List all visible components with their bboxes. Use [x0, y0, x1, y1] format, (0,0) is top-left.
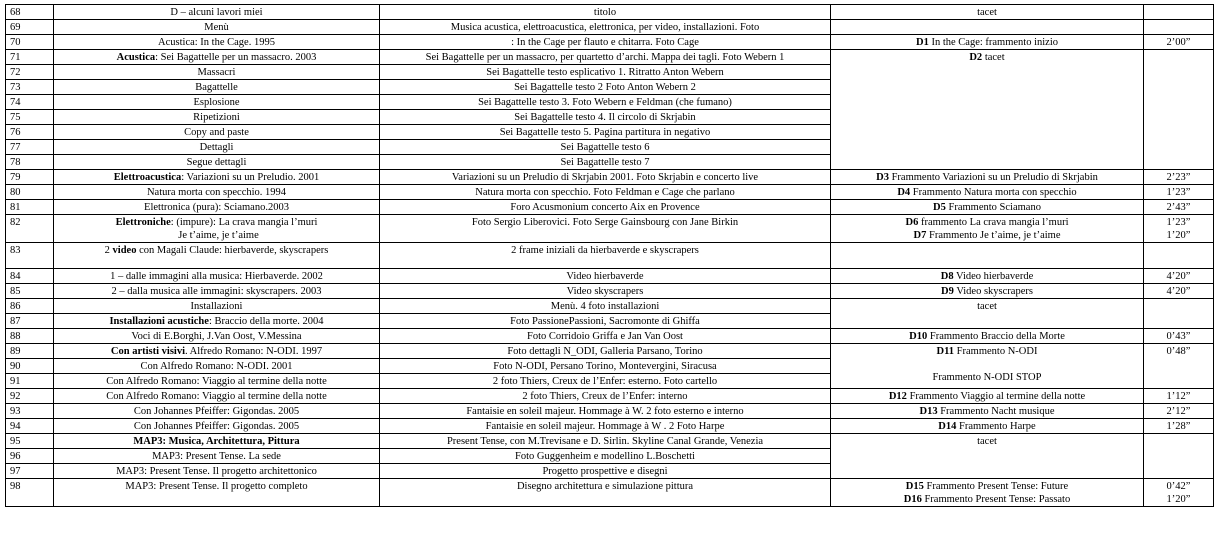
works-table — [5, 4, 1214, 507]
row-number: 88 — [6, 329, 54, 344]
duration-cell — [1144, 344, 1214, 389]
section-label: Elettroacustica — [113, 172, 182, 183]
audio-text: Frammento Braccio della Morte — [929, 331, 1065, 342]
section-text: MAP3: Present Tense. Il progetto completo — [125, 481, 308, 492]
audio-cell — [831, 269, 1144, 284]
title-text: : In the Cage per flauto e chitarra. Foto Cage — [511, 37, 699, 48]
duration-text: 2’12” — [1166, 406, 1191, 417]
section-cell — [54, 215, 380, 243]
row-number: 93 — [6, 404, 54, 419]
title-cell — [380, 243, 831, 269]
title-cell — [380, 434, 831, 449]
title-text: Fantaisie en soleil majeur. Hommage à W . 2 Foto Harpe — [485, 421, 725, 432]
section-text: . Alfredo Romano: N-ODI. 1997 — [185, 346, 323, 357]
row-number: 98 — [6, 479, 54, 507]
title-text: Variazioni su un Preludio di Skrjabin 2001. Foto Skrjabin e concerto live — [451, 172, 759, 183]
section-text: Copy and paste — [184, 127, 249, 138]
section-text: : Variazioni su un Preludio. 2001 — [181, 172, 320, 183]
title-cell — [380, 479, 831, 507]
title-cell — [380, 284, 831, 299]
title-text: Foto PassionePassioni, Sacromonte di Ghiffa — [510, 316, 700, 327]
title-text: 2 foto Thiers, Creux de l’Enfer: esterno. Foto cartello — [492, 376, 718, 387]
section-cell — [54, 35, 380, 50]
audio-text: Frammento Variazioni su un Preludio di Skrjabin — [891, 172, 1098, 183]
audio-cell — [831, 389, 1144, 404]
row-number: 69 — [6, 20, 54, 35]
table-row — [6, 434, 1214, 449]
table-row — [6, 329, 1214, 344]
row-number: 74 — [6, 95, 54, 110]
section-text: Segue dettagli — [186, 157, 247, 168]
table-row — [6, 170, 1214, 185]
title-cell — [380, 20, 831, 35]
section-cell — [54, 464, 380, 479]
audio-code: D14 — [938, 421, 957, 432]
row-number: 94 — [6, 419, 54, 434]
title-cell — [380, 5, 831, 20]
duration-text: 2’00” — [1166, 37, 1191, 48]
audio-cell — [831, 404, 1144, 419]
duration-cell — [1144, 479, 1214, 507]
duration-text: 1’28” — [1166, 421, 1191, 432]
duration-text: 4’20” — [1166, 286, 1191, 297]
section-cell — [54, 314, 380, 329]
duration-cell — [1144, 269, 1214, 284]
row-number: 77 — [6, 140, 54, 155]
audio-line — [834, 480, 1140, 493]
audio-text: Frammento Harpe — [959, 421, 1036, 432]
section-cell — [54, 359, 380, 374]
section-cell — [54, 243, 380, 269]
title-cell — [380, 155, 831, 170]
section-cell — [54, 110, 380, 125]
section-cell — [54, 344, 380, 359]
table-row — [6, 35, 1214, 50]
title-cell — [380, 404, 831, 419]
section-cell — [54, 185, 380, 200]
audio-text: Frammento N-ODI — [956, 346, 1038, 357]
row-number: 81 — [6, 200, 54, 215]
audio-code: D3 — [876, 172, 889, 183]
section-label: video — [112, 245, 137, 256]
audio-text: Frammento Present Tense: Passato — [924, 494, 1071, 505]
audio-code: D15 — [905, 481, 924, 492]
section-text: Con Johannes Pfeiffer: Gigondas. 2005 — [133, 406, 300, 417]
audio-code: D7 — [913, 230, 927, 241]
audio-text: tacet — [977, 436, 997, 447]
section-label: Elettroniche — [115, 217, 171, 228]
row-number: 87 — [6, 314, 54, 329]
section-text: MAP3: Present Tense. La sede — [152, 451, 281, 462]
title-text: Sei Bagattelle testo 6 — [560, 142, 650, 153]
audio-cell — [831, 479, 1144, 507]
title-cell — [380, 170, 831, 185]
audio-cell — [831, 434, 1144, 479]
title-cell — [380, 50, 831, 65]
table-row — [6, 50, 1214, 65]
section-cell — [54, 479, 380, 507]
table-row — [6, 269, 1214, 284]
title-cell — [380, 464, 831, 479]
works-table-body — [6, 5, 1214, 507]
section-cell — [54, 404, 380, 419]
title-cell — [380, 65, 831, 80]
section-text: Bagattelle — [195, 82, 238, 93]
title-cell — [380, 185, 831, 200]
title-cell — [380, 299, 831, 314]
title-text: Foto dettagli N_ODI, Galleria Parsano, Torino — [507, 346, 703, 357]
section-text: D – alcuni lavori miei — [170, 7, 263, 18]
audio-text: Frammento Sciamano — [948, 202, 1041, 213]
audio-line — [834, 216, 1140, 229]
section-cell — [54, 20, 380, 35]
section-cell — [54, 374, 380, 389]
title-cell — [380, 95, 831, 110]
audio-code: D6 — [905, 217, 919, 228]
section-text: Elettronica (pura): Sciamano.2003 — [144, 202, 289, 213]
row-number: 78 — [6, 155, 54, 170]
section-text: 2 – dalla musica alle immagini: skyscrapers. 2003 — [111, 286, 322, 297]
section-cell — [54, 5, 380, 20]
audio-code: D11 — [936, 346, 955, 357]
title-text: Sei Bagattelle testo 3. Foto Webern e Feldman (che fumano) — [478, 97, 732, 108]
section-cell — [54, 125, 380, 140]
audio-line — [834, 358, 1140, 371]
section-cell — [54, 419, 380, 434]
title-text: Video skyscrapers — [566, 286, 644, 297]
section-text: Natura morta con specchio. 1994 — [146, 187, 287, 198]
audio-code: D10 — [909, 331, 928, 342]
title-cell — [380, 80, 831, 95]
section-cell — [54, 284, 380, 299]
title-cell — [380, 389, 831, 404]
title-text: Musica acustica, elettroacustica, elettronica, per video, installazioni. Foto — [450, 22, 760, 33]
section-text: Ripetizioni — [193, 112, 240, 123]
duration-text: 4’20” — [1166, 271, 1191, 282]
section-text: Installazioni — [190, 301, 243, 312]
title-text: Present Tense, con M.Trevisane e D. Sirlin. Skyline Canal Grande, Venezia — [446, 436, 764, 447]
duration-cell — [1144, 434, 1214, 479]
duration-cell — [1144, 50, 1214, 170]
duration-text: 1’20” — [1166, 230, 1191, 241]
duration-text: 1’23” — [1166, 217, 1191, 228]
audio-cell — [831, 344, 1144, 389]
title-text: Menù. 4 foto installazioni — [550, 301, 660, 312]
audio-text: Frammento Nacht musique — [940, 406, 1055, 417]
section-text: Voci di E.Borghi, J.Van Oost, V.Messina — [131, 331, 302, 342]
section-line — [57, 229, 376, 242]
audio-cell — [831, 200, 1144, 215]
section-text: 1 – dalle immagini alla musica: Hierbaverde. 2002 — [110, 271, 323, 282]
audio-text: Frammento N-ODI STOP — [932, 372, 1042, 383]
audio-text: Frammento Natura morta con specchio — [912, 187, 1077, 198]
table-row — [6, 243, 1214, 269]
section-text: Con Alfredo Romano: N-ODI. 2001 — [140, 361, 293, 372]
row-number: 91 — [6, 374, 54, 389]
duration-cell — [1144, 329, 1214, 344]
section-text: Massacri — [197, 67, 236, 78]
audio-cell — [831, 284, 1144, 299]
row-number: 73 — [6, 80, 54, 95]
title-cell — [380, 344, 831, 359]
title-text: 2 foto Thiers, Creux de l’Enfer: interno — [522, 391, 688, 402]
table-row — [6, 389, 1214, 404]
title-text: Sei Bagattelle testo 5. Pagina partitura in negativo — [499, 127, 711, 138]
section-label: MAP3: Musica, Architettura, Pittura — [133, 436, 300, 447]
duration-text: 0’48” — [1166, 346, 1191, 357]
audio-code: D2 — [969, 52, 983, 63]
audio-code: D12 — [888, 391, 907, 402]
audio-text: tacet — [984, 52, 1005, 63]
audio-code: D1 — [915, 37, 929, 48]
title-text: Sei Bagattelle per un massacro, per quartetto d’archi. Mappa dei tagli. Foto Webern 1 — [425, 52, 785, 63]
title-cell — [380, 329, 831, 344]
row-number: 68 — [6, 5, 54, 20]
section-cell — [54, 155, 380, 170]
title-cell — [380, 200, 831, 215]
row-number: 92 — [6, 389, 54, 404]
section-cell — [54, 329, 380, 344]
title-text: Foro Acusmonium concerto Aix en Provence — [510, 202, 700, 213]
audio-text: Video hierbaverde — [956, 271, 1034, 282]
section-text: Con Johannes Pfeiffer: Gigondas. 2005 — [133, 421, 300, 432]
table-row — [6, 284, 1214, 299]
section-text: : Braccio della morte. 2004 — [208, 316, 324, 327]
section-cell — [54, 95, 380, 110]
row-number: 75 — [6, 110, 54, 125]
row-number: 76 — [6, 125, 54, 140]
audio-code: D4 — [897, 187, 911, 198]
table-row — [6, 344, 1214, 359]
duration-cell — [1144, 419, 1214, 434]
duration-cell — [1144, 185, 1214, 200]
title-text: Foto Corridoio Griffa e Jan Van Oost — [527, 331, 683, 342]
audio-text: Video skyscrapers — [956, 286, 1033, 297]
duration-cell — [1144, 299, 1214, 329]
duration-text: 2’43” — [1166, 202, 1191, 213]
audio-line — [834, 493, 1140, 506]
section-text: con Magali Claude: hierbaverde, skyscrapers — [136, 245, 329, 256]
title-cell — [380, 359, 831, 374]
audio-line — [834, 345, 1140, 358]
section-cell — [54, 80, 380, 95]
title-text: Video hierbaverde — [566, 271, 644, 282]
section-cell — [54, 140, 380, 155]
title-text: 2 frame iniziali da hierbaverde e skyscrapers — [511, 245, 699, 256]
duration-cell — [1144, 20, 1214, 35]
section-text: Je t’aime, je t’aime — [178, 230, 259, 241]
title-text: Natura morta con specchio. Foto Feldman e Cage che parlano — [475, 187, 735, 198]
row-number: 70 — [6, 35, 54, 50]
table-row — [6, 5, 1214, 20]
audio-text: tacet — [977, 7, 997, 18]
audio-code: D8 — [940, 271, 954, 282]
audio-cell — [831, 215, 1144, 243]
duration-cell — [1144, 215, 1214, 243]
row-number: 71 — [6, 50, 54, 65]
title-text: Sei Bagattelle testo 4. Il circolo di Skrjabin — [514, 112, 696, 123]
audio-cell — [831, 5, 1144, 20]
section-text: Con Alfredo Romano: Viaggio al termine della notte — [106, 376, 327, 387]
audio-cell — [831, 329, 1144, 344]
section-cell — [54, 200, 380, 215]
table-row — [6, 215, 1214, 243]
table-row — [6, 479, 1214, 507]
section-label: Acustica — [116, 52, 156, 63]
title-cell — [380, 449, 831, 464]
row-number: 82 — [6, 215, 54, 243]
section-cell — [54, 389, 380, 404]
title-text: Sei Bagattelle testo 7 — [560, 157, 650, 168]
section-text: : (impure): La crava mangia l’muri — [170, 217, 318, 228]
section-cell — [54, 434, 380, 449]
row-number: 85 — [6, 284, 54, 299]
row-number: 79 — [6, 170, 54, 185]
duration-cell — [1144, 200, 1214, 215]
audio-text: Frammento Present Tense: Future — [926, 481, 1069, 492]
title-text: titolo — [593, 7, 617, 18]
title-text: Sei Bagattelle testo 2 Foto Anton Webern 2 — [514, 82, 696, 93]
title-cell — [380, 419, 831, 434]
title-text: Fantaisie en soleil majeur. Hommage à W. 2 foto esterno e interno — [466, 406, 744, 417]
section-label: Installazioni acustiche — [109, 316, 209, 327]
section-text: Dettagli — [199, 142, 234, 153]
audio-text: Frammento Viaggio al termine della notte — [909, 391, 1086, 402]
row-number: 95 — [6, 434, 54, 449]
duration-text: 0’42” — [1166, 481, 1191, 492]
duration-text: 0’43” — [1166, 331, 1191, 342]
duration-cell — [1144, 170, 1214, 185]
audio-text: In the Cage: frammento inizio — [931, 37, 1058, 48]
row-number: 83 — [6, 243, 54, 269]
title-cell — [380, 269, 831, 284]
section-text: Acustica: In the Cage. 1995 — [158, 37, 275, 48]
title-cell — [380, 215, 831, 243]
duration-cell — [1144, 243, 1214, 269]
audio-text: Frammento Je t’aime, je t’aime — [928, 230, 1061, 241]
section-cell — [54, 65, 380, 80]
audio-cell — [831, 20, 1144, 35]
section-line — [57, 216, 376, 229]
duration-text: 1’12” — [1166, 391, 1191, 402]
section-text: MAP3: Present Tense. Il progetto architettonico — [116, 466, 317, 477]
table-row — [6, 404, 1214, 419]
audio-line — [834, 229, 1140, 242]
section-label: Con artisti visivi — [110, 346, 185, 357]
title-cell — [380, 140, 831, 155]
section-text: Menù — [204, 22, 229, 33]
title-cell — [380, 374, 831, 389]
title-text: Progetto prospettive e disegni — [542, 466, 668, 477]
audio-text: tacet — [977, 301, 997, 312]
title-text: Foto N-ODI, Persano Torino, Montevergini, Siracusa — [493, 361, 717, 372]
table-row — [6, 299, 1214, 314]
section-text: 2 — [104, 245, 113, 256]
row-number: 97 — [6, 464, 54, 479]
duration-cell — [1144, 284, 1214, 299]
audio-text: frammento La crava mangia l’muri — [920, 217, 1069, 228]
row-number: 84 — [6, 269, 54, 284]
title-text: Sei Bagattelle testo esplicativo 1. Ritratto Anton Webern — [486, 67, 724, 78]
table-row — [6, 200, 1214, 215]
section-cell — [54, 269, 380, 284]
duration-text: 1’23” — [1166, 187, 1191, 198]
section-cell — [54, 299, 380, 314]
title-cell — [380, 35, 831, 50]
table-row — [6, 185, 1214, 200]
audio-cell — [831, 243, 1144, 269]
duration-cell — [1144, 389, 1214, 404]
title-text: Disegno architettura e simulazione pittura — [516, 481, 694, 492]
row-number: 96 — [6, 449, 54, 464]
audio-code: D13 — [919, 406, 938, 417]
section-cell — [54, 50, 380, 65]
row-number: 80 — [6, 185, 54, 200]
section-text: : Sei Bagattelle per un massacro. 2003 — [155, 52, 317, 63]
title-text: Foto Sergio Liberovici. Foto Serge Gainsbourg con Jane Birkin — [471, 217, 739, 228]
audio-code: D9 — [941, 286, 954, 297]
title-text: Foto Guggenheim e modellino L.Boschetti — [515, 451, 695, 462]
title-cell — [380, 110, 831, 125]
duration-cell — [1144, 35, 1214, 50]
duration-text: 1’20” — [1166, 494, 1191, 505]
title-cell — [380, 125, 831, 140]
section-cell — [54, 449, 380, 464]
audio-code: D5 — [933, 202, 946, 213]
row-number: 86 — [6, 299, 54, 314]
audio-cell — [831, 419, 1144, 434]
row-number: 72 — [6, 65, 54, 80]
table-row — [6, 419, 1214, 434]
table-row — [6, 20, 1214, 35]
section-cell — [54, 170, 380, 185]
audio-line — [834, 371, 1140, 384]
audio-cell — [831, 50, 1144, 170]
duration-cell — [1144, 404, 1214, 419]
row-number: 89 — [6, 344, 54, 359]
audio-cell — [831, 299, 1144, 329]
title-cell — [380, 314, 831, 329]
section-text: Con Alfredo Romano: Viaggio al termine della notte — [106, 391, 327, 402]
audio-cell — [831, 170, 1144, 185]
audio-cell — [831, 35, 1144, 50]
row-number: 90 — [6, 359, 54, 374]
duration-text: 2’23” — [1166, 172, 1191, 183]
duration-cell — [1144, 5, 1214, 20]
audio-cell — [831, 185, 1144, 200]
section-text: Esplosione — [193, 97, 240, 108]
audio-code: D16 — [903, 494, 922, 505]
